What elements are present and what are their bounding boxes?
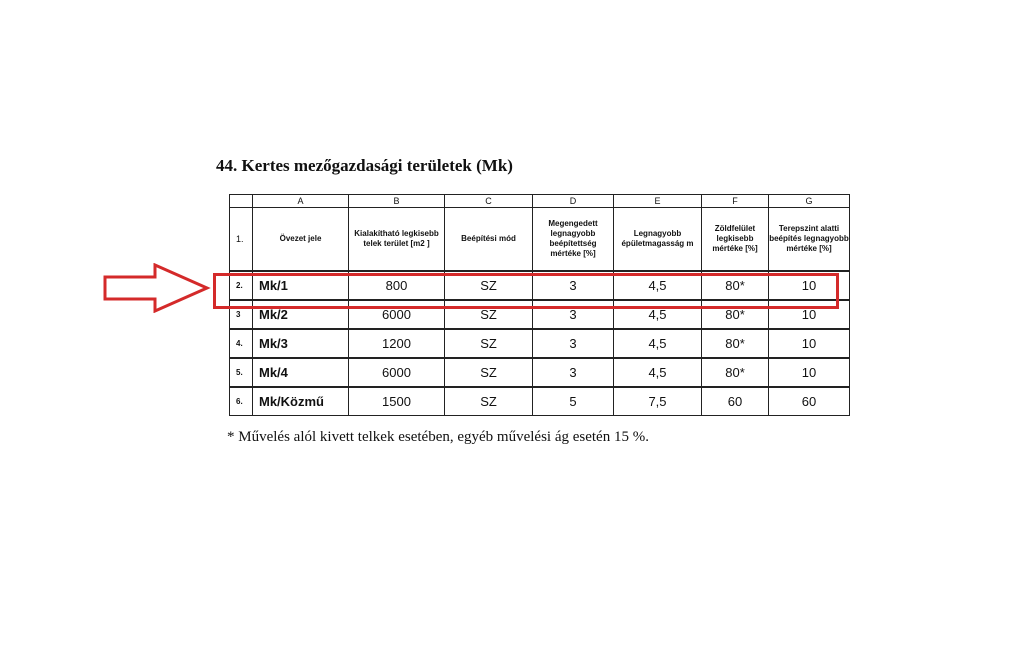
column-letter: A — [253, 195, 349, 208]
table-row — [230, 358, 850, 387]
column-letter: B — [349, 195, 445, 208]
building-mode-cell: SZ — [445, 387, 533, 416]
green-area-cell: 80* — [702, 358, 769, 387]
header-cell: Kialakítható legkisebb telek terület [m2 ] — [349, 208, 445, 272]
green-area-cell: 80* — [702, 300, 769, 329]
green-area-cell: 80* — [702, 271, 769, 300]
building-mode-cell: SZ — [445, 358, 533, 387]
header-cell: Zöldfelület legkisebb mértéke [%] — [702, 208, 769, 272]
min-area-cell: 800 — [349, 271, 445, 300]
column-letter — [230, 195, 253, 208]
height-cell: 4,5 — [614, 358, 702, 387]
height-cell: 4,5 — [614, 271, 702, 300]
header-cell: Terepszint alatti beépítés legnagyobb mértéke [%] — [769, 208, 850, 272]
max-built-cell: 3 — [533, 271, 614, 300]
max-built-cell: 5 — [533, 387, 614, 416]
height-cell: 4,5 — [614, 329, 702, 358]
page-title: 44. Kertes mezőgazdasági területek (Mk) — [216, 156, 513, 175]
max-built-cell: 3 — [533, 300, 614, 329]
header-cell: Megengedett legnagyobb beépítettség mértéke [%] — [533, 208, 614, 272]
column-letter: G — [769, 195, 850, 208]
max-built-cell: 3 — [533, 358, 614, 387]
underground-cell: 10 — [769, 300, 850, 329]
header-cell: Legnagyobb épületmagasság m — [614, 208, 702, 272]
underground-cell: 10 — [769, 271, 850, 300]
min-area-cell: 6000 — [349, 358, 445, 387]
underground-cell: 10 — [769, 358, 850, 387]
header-row — [230, 208, 850, 272]
arrow-right-icon — [103, 263, 211, 313]
footnote: * Művelés alól kivett telkek esetében, egyéb művelési ág esetén 15 %. — [227, 429, 649, 445]
table-row — [230, 329, 850, 358]
green-area-cell: 60 — [702, 387, 769, 416]
zone-code: Mk/4 — [253, 358, 349, 387]
building-mode-cell: SZ — [445, 329, 533, 358]
max-built-cell: 3 — [533, 329, 614, 358]
column-letter: E — [614, 195, 702, 208]
zone-code: Mk/2 — [253, 300, 349, 329]
building-mode-cell: SZ — [445, 271, 533, 300]
header-cell: Övezet jele — [253, 208, 349, 272]
row-number: 3 — [230, 300, 253, 329]
zone-code: Mk/Közmű — [253, 387, 349, 416]
row-number: 4. — [230, 329, 253, 358]
min-area-cell: 6000 — [349, 300, 445, 329]
row-number: 6. — [230, 387, 253, 416]
underground-cell: 10 — [769, 329, 850, 358]
column-letter-row — [230, 195, 850, 208]
column-letter: F — [702, 195, 769, 208]
row-number: 2. — [230, 271, 253, 300]
row-number: 1. — [230, 208, 253, 272]
zone-code: Mk/1 — [253, 271, 349, 300]
column-letter: D — [533, 195, 614, 208]
building-mode-cell: SZ — [445, 300, 533, 329]
header-cell: Beépítési mód — [445, 208, 533, 272]
highlight-box — [213, 273, 839, 309]
min-area-cell: 1200 — [349, 329, 445, 358]
height-cell: 7,5 — [614, 387, 702, 416]
table-row — [230, 387, 850, 416]
zone-code: Mk/3 — [253, 329, 349, 358]
column-letter: C — [445, 195, 533, 208]
min-area-cell: 1500 — [349, 387, 445, 416]
row-number: 5. — [230, 358, 253, 387]
height-cell: 4,5 — [614, 300, 702, 329]
underground-cell: 60 — [769, 387, 850, 416]
green-area-cell: 80* — [702, 329, 769, 358]
